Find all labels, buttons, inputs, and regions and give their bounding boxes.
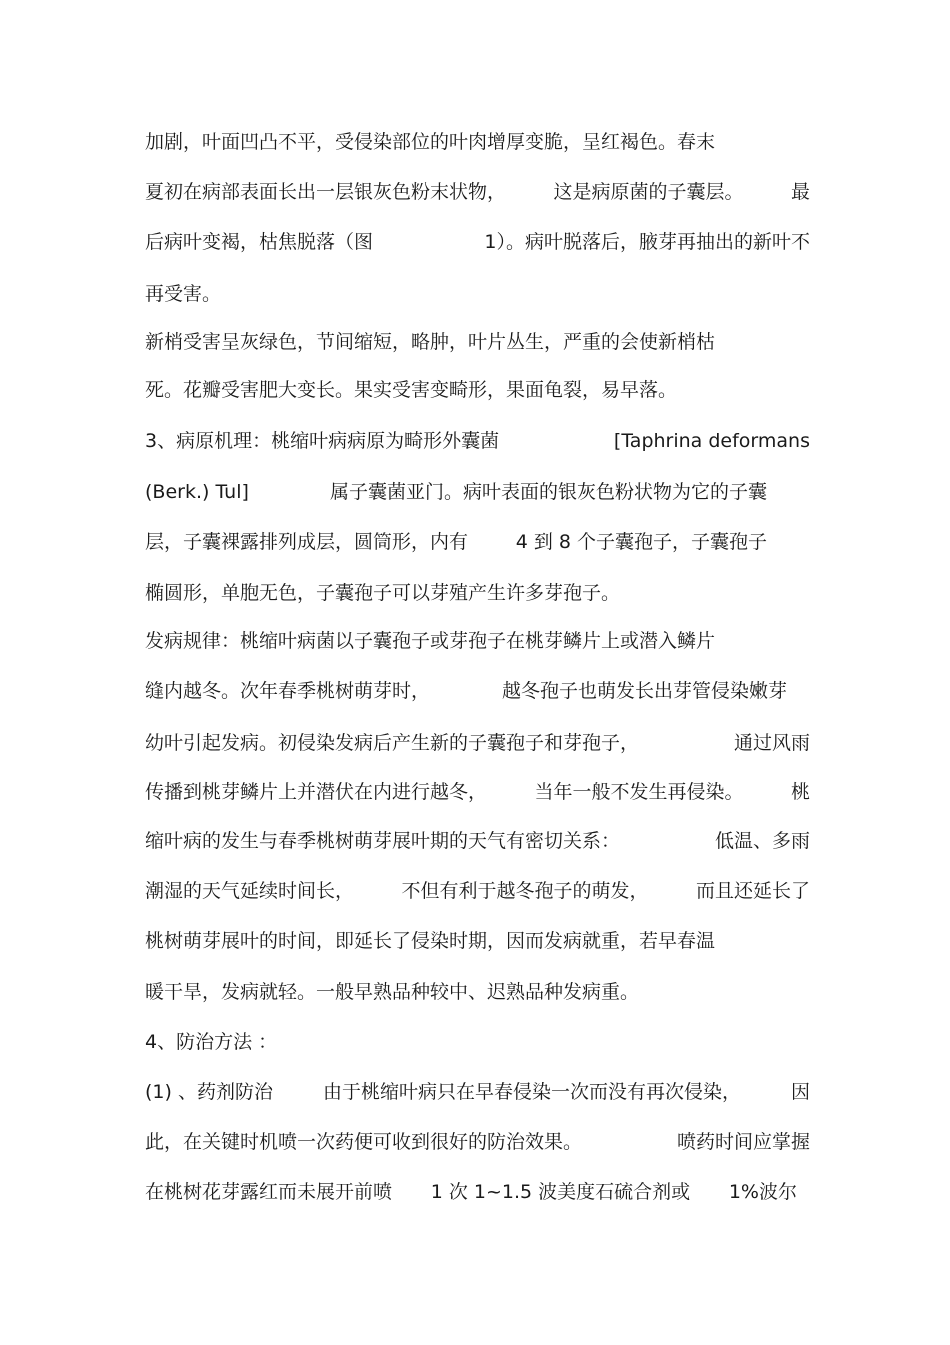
text-line: 新梢受害呈灰绿色，节间缩短，略肿，叶片丛生，严重的会使新梢枯 <box>145 331 716 353</box>
text-line: 缩叶病的发生与春季桃树萌芽展叶期的天气有密切关系： 低温、多雨 <box>145 830 810 852</box>
text-line: 后病叶变褐，枯焦脱落（图 1）。病叶脱落后，腋芽再抽出的新叶不 <box>145 231 810 253</box>
text-line: 3、病原机理：桃缩叶病病原为畸形外囊菌 [Taphrina deformans <box>145 430 810 452</box>
text-line: 幼叶引起发病。初侵染发病后产生新的子囊孢子和芽孢子， 通过风雨 <box>145 732 810 754</box>
text-line: 此，在关键时机喷一次药便可收到很好的防治效果。 喷药时间应掌握 <box>145 1131 810 1153</box>
text-line: 加剧，叶面凹凸不平，受侵染部位的叶肉增厚变脆，呈红褐色。春末 <box>145 131 716 153</box>
text-line: 缝内越冬。次年春季桃树萌芽时， 越冬孢子也萌发长出芽管侵染嫩芽 <box>145 680 787 702</box>
text-line: (1) 、药剂防治 由于桃缩叶病只在早春侵染一次而没有再次侵染， 因 <box>145 1081 810 1103</box>
text-line: 死。花瓣受害肥大变长。果实受害变畸形，果面龟裂，易早落。 <box>145 379 678 401</box>
text-line: 椭圆形，单胞无色，子囊孢子可以芽殖产生许多芽孢子。 <box>145 582 621 604</box>
text-line: (Berk.) Tul] 属子囊菌亚门。病叶表面的银灰色粉状物为它的子囊 <box>145 481 767 503</box>
text-line: 在桃树花芽露红而未展开前喷 1 次 1~1.5 波美度石硫合剂或 1%波尔 <box>145 1181 797 1203</box>
text-line: 传播到桃芽鳞片上并潜伏在内进行越冬， 当年一般不发生再侵染。 桃 <box>145 781 810 803</box>
text-line: 再受害。 <box>145 283 222 305</box>
text-line: 发病规律：桃缩叶病菌以子囊孢子或芽孢子在桃芽鳞片上或潜入鳞片 <box>145 630 716 652</box>
text-line: 夏初在病部表面长出一层银灰色粉末状物， 这是病原菌的子囊层。 最 <box>145 181 810 203</box>
text-line: 层，子囊裸露排列成层，圆筒形，内有 4 到 8 个子囊孢子，子囊孢子 <box>145 531 767 553</box>
text-line: 桃树萌芽展叶的时间，即延长了侵染时期，因而发病就重，若早春温 <box>145 930 716 952</box>
text-line: 暖干旱，发病就轻。一般早熟品种较中、迟熟品种发病重。 <box>145 981 640 1003</box>
text-line: 潮湿的天气延续时间长， 不但有利于越冬孢子的萌发， 而且还延长了 <box>145 880 810 902</box>
section-heading: 4、防治方法 ： <box>145 1031 278 1053</box>
